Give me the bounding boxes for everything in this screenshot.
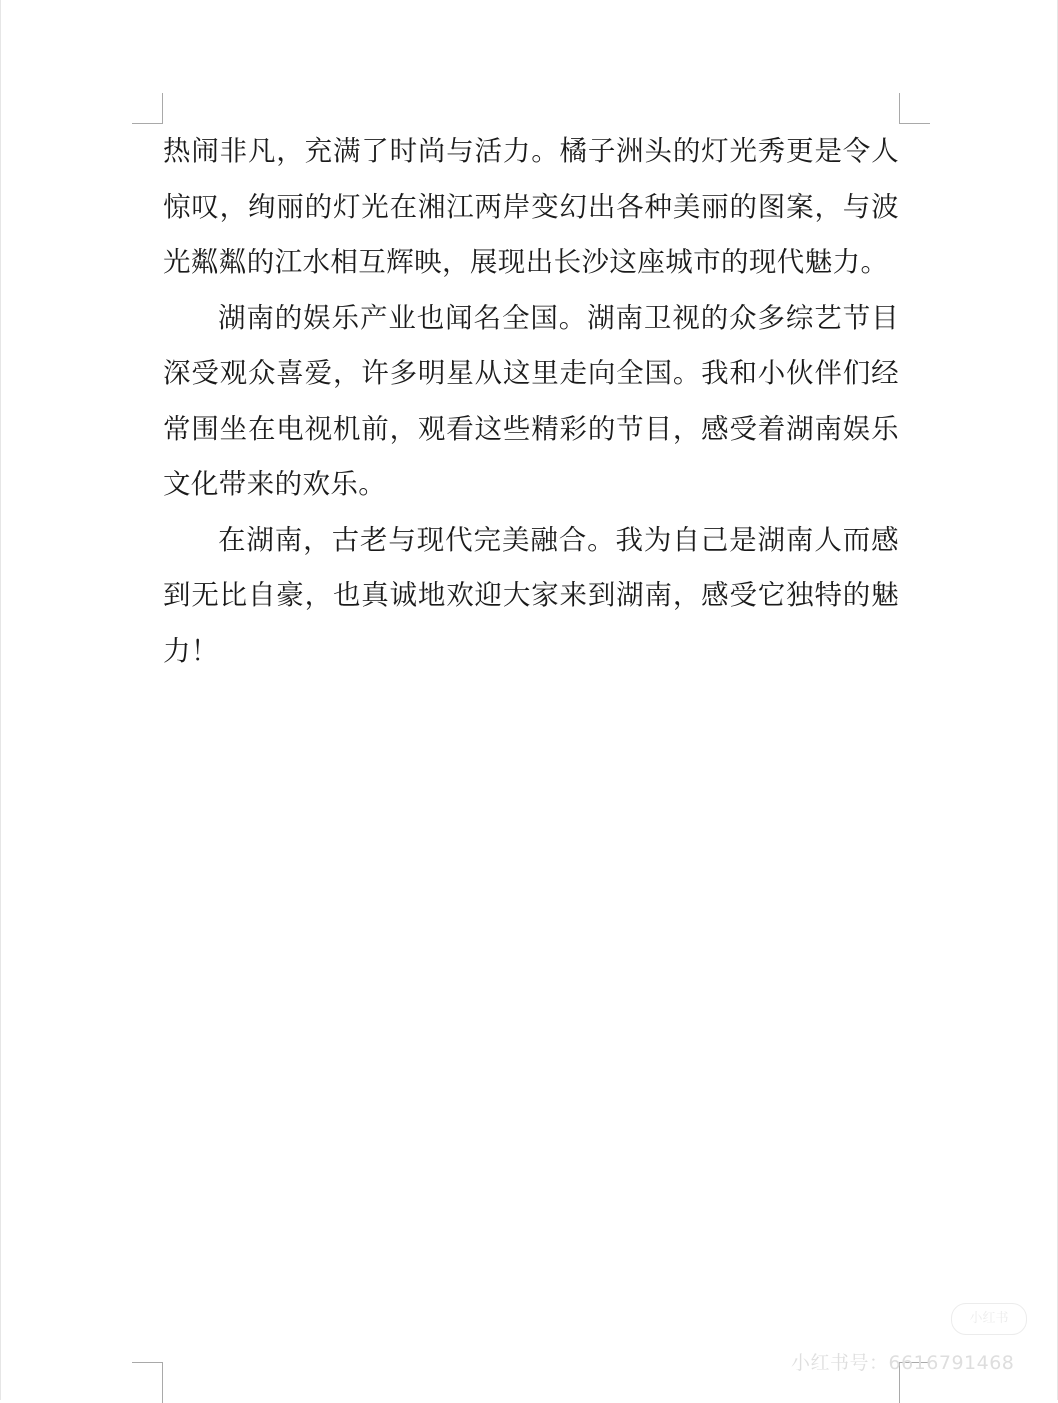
paragraph-1: 热闹非凡，充满了时尚与活力。橘子洲头的灯光秀更是令人惊叹，绚丽的灯光在湘江两岸变幻出各种美丽的图案，与波光粼粼的江水相互辉映，展现出长沙这座城市的现代魅力。 [163, 135, 899, 278]
margin-corner-bottom-left [132, 1362, 163, 1403]
xiaohongshu-id-watermark: 小红书号：6616791468 [791, 1352, 1015, 1374]
paragraph-2: 湖南的娱乐产业也闻名全国。湖南卫视的众多综艺节目深受观众喜爱，许多明星从这里走向全国。我和小伙伴们经常围坐在电视机前，观看这些精彩的节目，感受着湖南娱乐文化带来的欢乐。 [163, 301, 899, 500]
margin-corner-top-right [899, 93, 930, 124]
margin-corner-top-left [132, 93, 163, 124]
paragraph-3: 在湖南，古老与现代完美融合。我为自己是湖南人而感到无比自豪，也真诚地欢迎大家来到湖南，感受它独特的魅力！ [163, 523, 899, 667]
document-body[interactable] [163, 124, 899, 679]
xiaohongshu-logo-watermark: 小红书 [951, 1303, 1027, 1335]
